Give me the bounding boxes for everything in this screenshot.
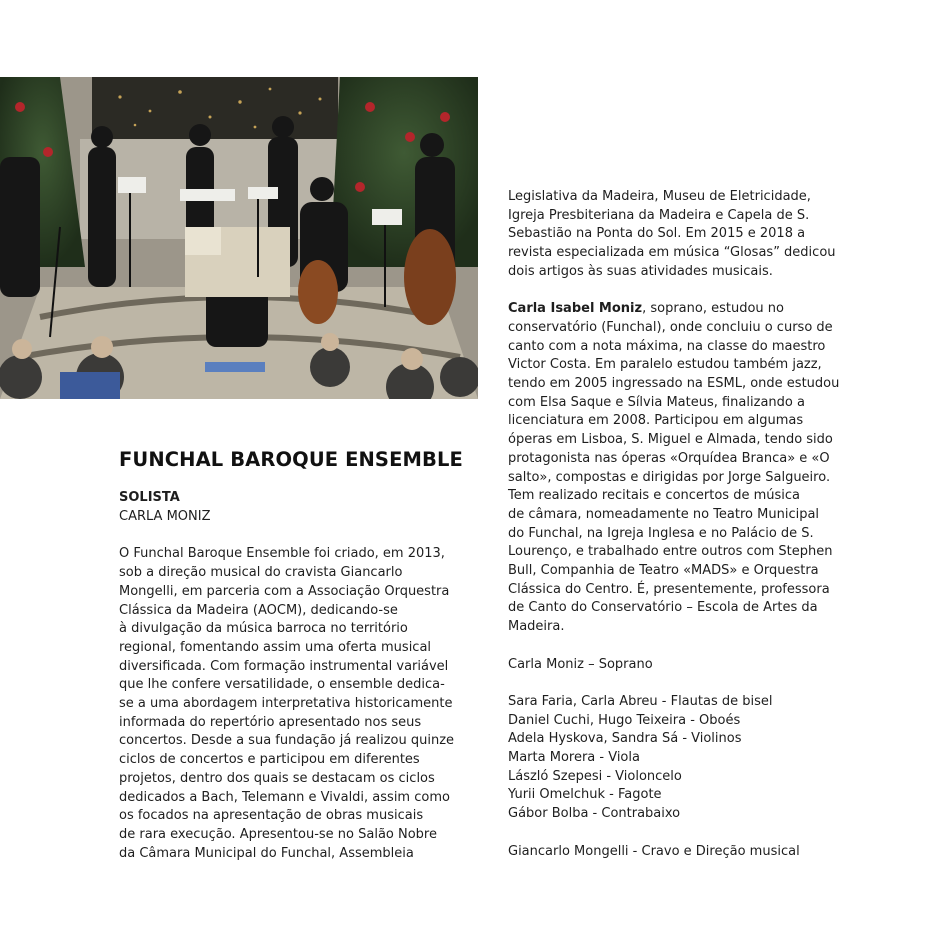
musician-item: Gábor Bolba - Contrabaixo [508,806,681,822]
text-line: Victor Costa. Em paralelo estudou também jazz, [508,357,822,373]
text-line: concertos. Desde a sua fundação já realizou quinze [119,733,455,749]
text-line: de câmara, nomeadamente no Teatro Municipal [508,506,820,522]
text-line: Legislativa da Madeira, Museu de Eletricidade, [508,189,811,204]
text-line: Bull, Companhia de Teatro «MADS» e Orquestra [508,563,819,579]
concert-photo-icon [0,77,478,399]
text-line: O Funchal Baroque Ensemble foi criado, em 2013, [119,546,445,562]
text-line: de Canto do Conservatório – Escola de Artes da [508,600,818,616]
soloist-full-name: Carla Isabel Moniz [508,301,643,317]
text-line: Madeira. [508,619,565,635]
page-title: FUNCHAL BAROQUE ENSEMBLE [119,448,463,471]
text-line: de rara execução. Apresentou-se no Salão Nobre [119,826,437,842]
text-line: sob a direção musical do cravista Giancarlo [119,565,403,581]
text-line: Sebastião na Ponta do Sol. Em 2015 e 2018 a [508,226,806,242]
text-line: licenciatura em 2008. Participou em algumas [508,413,804,429]
text-line: Igreja Presbiteriana da Madeira e Capela de S. [508,207,810,223]
text-line: Clássica do Centro. É, presentemente, professora [508,581,830,597]
text-line: projetos, dentro dos quais se destacam os ciclos [119,770,435,786]
text-line: diversificada. Com formação instrumental variável [119,658,449,674]
text-line: dois artigos às suas atividades musicais. [508,263,773,279]
left-column [119,448,469,863]
ensemble-photo [0,77,478,399]
director-credit [508,843,888,862]
text-fragment: , soprano, estudou no [642,301,784,317]
text-line: do Funchal, na Igreja Inglesa e no Palácio de S. [508,525,814,541]
musician-item: Adela Hyskova, Sandra Sá - Violinos [508,731,742,747]
text-line: que lhe confere versatilidade, o ensemble dedica- [119,677,445,693]
text-line: salto», compostas e dirigidas por Jorge Salgueiro. [508,469,831,485]
director-credit-line: Giancarlo Mongelli - Cravo e Direção musical [508,843,800,859]
text-line: protagonista nas óperas «Orquídea Branca» e «O [508,450,830,466]
soloist-biography [508,300,888,637]
musician-item: Daniel Cuchi, Hugo Teixeira - Oboés [508,712,741,728]
text-line: regional, fomentando assim uma oferta musical [119,639,432,655]
musicians-list [508,693,888,824]
text-line: Clássica da Madeira (AOCM), dedicando-se [119,602,398,618]
ensemble-description-continued [508,188,888,282]
text-line: ciclos de concertos e participou em diferentes [119,752,420,768]
text-line: revista especializada em música “Glosas” dedicou [508,245,836,261]
musician-item: Sara Faria, Carla Abreu - Flautas de bisel [508,693,773,709]
soloist-name: CARLA MONIZ [119,508,211,524]
text-line: se a uma abordagem interpretativa historicamente [119,696,453,712]
text-line: Tem realizado recitais e concertos de música [508,488,800,504]
ensemble-description [119,545,469,863]
text-line: canto com a nota máxima, na classe do maestro [508,338,826,354]
text-line: dedicados a Bach, Telemann e Vivaldi, assim como [119,789,450,805]
musician-item: Yurii Omelchuk - Fagote [508,787,662,803]
soloist-credit [508,656,888,675]
right-column [508,188,888,861]
text-line: da Câmara Municipal do Funchal, Assembleia [119,845,414,861]
text-line: conservatório (Funchal), onde concluiu o curso de [508,319,833,335]
text-line: à divulgação da música barroca no território [119,621,408,637]
soloist-credit-line: Carla Moniz – Soprano [508,656,653,672]
text-line: Mongelli, em parceria com a Associação Orquestra [119,583,450,599]
text-line: óperas em Lisboa, S. Miguel e Almada, tendo sido [508,432,833,448]
text-line: Lourenço, e trabalhado entre outros com Stephen [508,544,833,560]
text-line: os focados na apresentação de obras musicais [119,808,424,824]
text-line: tendo em 2005 ingressado na ESML, onde estudou [508,376,840,392]
musician-item: László Szepesi - Violoncelo [508,768,682,784]
text-line: informada do repertório apresentado nos seus [119,714,422,730]
text-line: com Elsa Saque e Sílvia Mateus, finalizando a [508,394,805,410]
bio-first-line [508,300,888,319]
musician-item: Marta Morera - Viola [508,750,640,766]
soloist-label: SOLISTA [119,490,180,505]
